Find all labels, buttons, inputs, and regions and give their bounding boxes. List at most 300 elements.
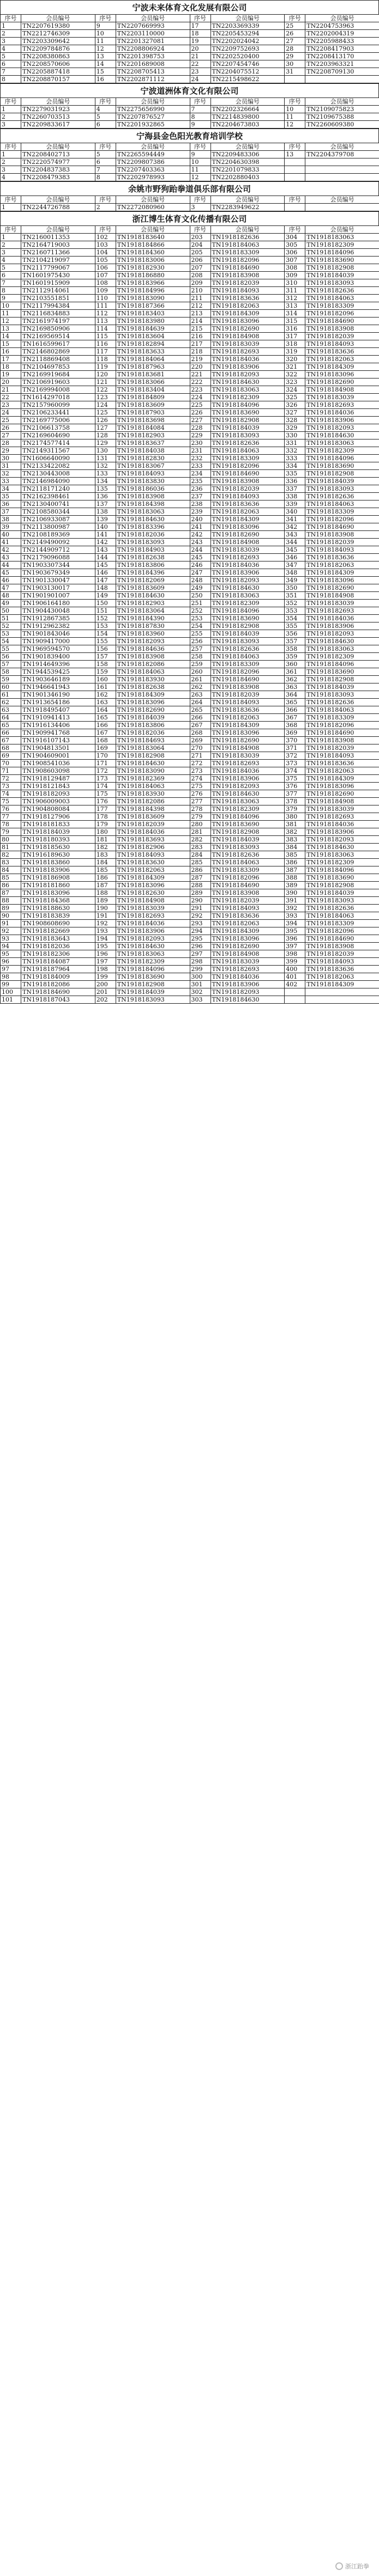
member-number: TN1918183690 [305,462,379,470]
member-number: TN1910941413 [21,714,95,722]
row-index: 273 [190,767,210,775]
row-index: 9 [190,121,210,129]
member-number: TN1918182636 [210,851,285,859]
member-number: TN2272080960 [116,204,190,211]
member-number: TN2203369339 [210,22,285,30]
row-index: 42 [1,546,21,554]
row-index: 172 [95,767,116,775]
table-row [1,287,379,295]
row-index: 326 [285,401,305,409]
row-index: 3 [1,121,21,129]
row-index: 261 [190,676,210,683]
row-index: 142 [95,539,116,546]
member-number: TN2106233441 [21,409,95,417]
row-index: 255 [190,630,210,638]
member-number: TN1918184084 [116,424,190,432]
row-index: 139 [95,516,116,523]
row-index: 372 [285,752,305,760]
table-row [1,561,379,569]
row-index: 206 [190,257,210,264]
member-number: TN2202326664 [210,106,285,113]
member-number: TN1918182096 [210,462,285,470]
member-number: TN2207669993 [116,22,190,30]
member-number: TN1918182693 [116,912,190,920]
member-number: TN1918183063 [305,645,379,653]
row-index: 295 [190,935,210,943]
row-index: 113 [95,318,116,325]
row-index: 248 [190,577,210,584]
member-header: 会员编号 [116,226,190,234]
row-index: 6 [95,121,116,129]
member-number: TN1918183609 [116,813,190,821]
row-index: 94 [1,943,21,950]
table-row [1,744,379,752]
row-index: 313 [285,302,305,310]
member-number: TN1918184036 [210,767,285,775]
row-index: 373 [285,760,305,767]
member-number: TN1918182636 [305,905,379,912]
member-number: TN2113800987 [21,523,95,531]
table-row [1,478,379,485]
row-index: 329 [285,424,305,432]
member-number: TN2202004319 [305,30,379,38]
row-index: 18 [1,363,21,371]
row-index: 32 [1,470,21,478]
member-number: TN1918182693 [305,401,379,409]
table-row [1,920,379,927]
member-number: TN1918183609 [116,401,190,409]
member-number: TN2103551851 [21,295,95,302]
row-index: 134 [95,478,116,485]
member-number: TN1904430048 [21,607,95,615]
row-index: 388 [285,874,305,882]
row-index: 46 [1,577,21,584]
row-index: 92 [1,927,21,935]
row-index: 377 [285,790,305,798]
member-number: TN1918184039 [210,424,285,432]
row-index: 3 [190,204,210,211]
member-number: TN2208417903 [305,45,379,53]
row-index: 9 [1,295,21,302]
row-index: 236 [190,485,210,493]
row-index: 179 [95,821,116,828]
row-index: 13 [285,151,305,158]
watermark-logo-icon [335,2562,343,2570]
row-index: 67 [1,737,21,744]
row-index: 100 [1,988,21,996]
row-index: 12 [190,174,210,181]
member-number: TN1918184630 [305,432,379,439]
member-number: TN1918184690 [305,729,379,737]
row-index: 262 [190,683,210,691]
row-index: 204 [190,241,210,249]
member-number: TN1918182930 [116,264,190,272]
row-index: 99 [1,981,21,988]
member-number: TN1918183908 [116,653,190,661]
row-index: 216 [190,333,210,340]
row-index: 7 [1,279,21,287]
row-index: 44 [1,561,21,569]
member-number: TN2214839800 [210,113,285,121]
table-row [1,752,379,760]
member-number: TN1918183690 [305,874,379,882]
member-number: TN1918184093 [210,493,285,500]
member-number: TN1918183039 [305,600,379,607]
row-index: 26 [285,30,305,38]
row-index: 279 [190,813,210,821]
table-row [1,691,379,699]
table-row [1,516,379,523]
row-index: 17 [190,22,210,30]
row-index: 23 [190,68,210,76]
member-number: TN2169775006 [21,417,95,424]
member-number: TN1616599617 [21,340,95,348]
member-number: TN1918183063 [210,386,285,394]
member-number: TN1918183908 [116,493,190,500]
row-index: 218 [190,348,210,356]
table-row [1,851,379,859]
member-number: TN1918184908 [210,333,285,340]
row-index: 215 [190,325,210,333]
row-index: 213 [190,310,210,318]
row-index: 18 [190,30,210,38]
row-index: 396 [285,935,305,943]
row-index [285,76,305,83]
row-index: 178 [95,813,116,821]
company-section [0,211,379,1004]
member-number: TN2116834883 [21,310,95,318]
row-index: 281 [190,828,210,836]
table-row [1,500,379,508]
row-index: 286 [190,866,210,874]
member-number: TN1918183096 [210,523,285,531]
row-index: 305 [285,241,305,249]
row-index: 62 [1,699,21,706]
member-number: TN1918184630 [210,996,285,1004]
member-number: TN2220574977 [21,158,95,166]
row-index: 282 [190,836,210,844]
table-row [1,439,379,447]
table-row [1,302,379,310]
row-index: 397 [285,943,305,950]
row-index: 21 [190,53,210,60]
row-index: 324 [285,386,305,394]
member-number: TN1918183906 [305,622,379,630]
member-number: TN2202520400 [210,53,285,60]
row-index: 214 [190,318,210,325]
index-header: 序号 [95,143,116,151]
table-row [1,462,379,470]
table-row [1,166,379,174]
member-number: TN1918183906 [116,927,190,935]
member-number: TN1901901007 [21,592,95,600]
table-row [1,279,379,287]
document-page [0,0,379,1004]
member-number: TN2201932865 [116,121,190,129]
row-index: 220 [190,363,210,371]
row-index: 75 [1,798,21,805]
member-number: TN1918184063 [210,241,285,249]
table-row [1,874,379,882]
row-index: 4 [1,174,21,181]
member-number: TN1918184063 [305,295,379,302]
member-number: TN1918182636 [305,287,379,295]
member-number: TN2208709130 [305,68,379,76]
row-index: 3 [1,166,21,174]
member-number [305,174,379,181]
member-number: TN1918183643 [21,935,95,943]
member-number: TN2203110000 [116,30,190,38]
member-number: TN1918184039 [21,828,95,836]
member-number: TN2204630398 [210,158,285,166]
member-number: TN1918183839 [21,912,95,920]
member-number: TN1918184630 [305,638,379,645]
row-index: 88 [1,897,21,905]
row-index: 5 [95,151,116,158]
member-number: TN1614297018 [21,394,95,401]
table-row [1,401,379,409]
row-index: 318 [285,340,305,348]
member-number: TN1918184368 [21,897,95,905]
member-number: TN1918182309 [210,394,285,401]
row-index: 87 [1,889,21,897]
member-number: TN1918184096 [210,813,285,821]
member-number: TN2160011353 [21,234,95,241]
row-index: 30 [285,60,305,68]
table-row [1,958,379,966]
member-number: TN1918182096 [305,927,379,935]
index-header: 序号 [1,98,21,106]
row-index: 124 [95,401,116,409]
member-number: TN1918183908 [210,478,285,485]
member-number: TN1918183930 [116,790,190,798]
row-index: 209 [190,279,210,287]
member-number: TN1918182039 [305,950,379,958]
table-row [1,607,379,615]
row-index: 342 [285,523,305,531]
member-number: TN1918121843 [21,783,95,790]
row-index: 256 [190,638,210,645]
member-number: TN1918184093 [116,851,190,859]
member-number: TN1918184039 [305,889,379,897]
member-number: TN1918182063 [305,356,379,363]
member-number: TN1918184908 [210,744,285,752]
member-number: TN1918183096 [210,318,285,325]
row-index: 174 [95,783,116,790]
table-row [1,272,379,279]
index-header: 序号 [95,15,116,22]
row-index: 370 [285,737,305,744]
row-index: 29 [1,447,21,455]
member-number: TN2208479383 [21,174,95,181]
row-index: 10 [190,158,210,166]
member-number: TN1918182690 [116,706,190,714]
member-number: TN1918188630 [21,905,95,912]
member-number: TN1918184908 [210,950,285,958]
member-number: TN1918183906 [210,775,285,783]
company-title: 浙江博生体育文化传播有限公司 [0,211,379,225]
member-number: TN1903679349 [21,569,95,577]
member-table [0,14,379,83]
row-index: 107 [95,272,116,279]
row-index: 382 [285,828,305,836]
member-number: TN1918183908 [305,943,379,950]
member-number: TN1918183906 [210,981,285,988]
member-number: TN2201079833 [210,166,285,174]
table-row [1,333,379,340]
member-number: TN1918182903 [116,600,190,607]
member-number: TN1918184309 [116,874,190,882]
member-number: TN1918183067 [116,462,190,470]
member-number: TN1918183604 [116,333,190,340]
table-row [1,638,379,645]
table-row [1,295,379,302]
member-number: TN1918184398 [116,500,190,508]
row-index: 365 [285,699,305,706]
member-header: 会员编号 [116,15,190,22]
row-index: 336 [285,478,305,485]
member-number: TN1918182036 [116,729,190,737]
member-number: TN1918182096 [305,722,379,729]
row-index: 85 [1,874,21,882]
table-row [1,706,379,714]
row-index: 401 [285,973,305,981]
member-number: TN1918184908 [305,798,379,805]
member-number: TN2209752693 [210,45,285,53]
row-index: 101 [1,996,21,1004]
member-number: TN1918183063 [305,439,379,447]
table-row [1,531,379,539]
row-index [285,996,305,1004]
row-index [285,988,305,996]
row-index: 186 [95,874,116,882]
table-row [1,866,379,874]
member-number [305,996,379,1004]
member-number: TN1918183039 [210,340,285,348]
member-number: TN1918183063 [116,508,190,516]
row-index: 120 [95,371,116,379]
row-index: 27 [285,38,305,45]
row-index: 35 [1,493,21,500]
index-header: 序号 [190,15,210,22]
table-row [1,973,379,981]
member-number: TN1946641943 [21,683,95,691]
row-index: 346 [285,554,305,561]
row-index: 229 [190,432,210,439]
member-number: TN1918183093 [305,897,379,905]
table-row [1,432,379,439]
member-number: TN1918183309 [210,249,285,257]
row-index: 223 [190,386,210,394]
member-number: TN1918182093 [305,424,379,432]
member-number: TN1918184063 [305,500,379,508]
member-number: TN1918182036 [116,531,190,539]
row-index: 83 [1,859,21,866]
member-number: TN2118869408 [21,356,95,363]
row-index: 116 [95,340,116,348]
table-row [1,645,379,653]
row-index: 112 [95,310,116,318]
row-index: 9 [95,22,116,30]
row-index: 63 [1,706,21,714]
row-index: 189 [95,897,116,905]
row-index: 96 [1,958,21,966]
member-number: TN1918184093 [305,958,379,966]
member-number: TN1918184093 [210,905,285,912]
row-index: 7 [1,68,21,76]
member-number: TN1918129487 [21,775,95,783]
row-index: 158 [95,661,116,668]
row-index: 304 [285,234,305,241]
member-number: TN1918183908 [210,683,285,691]
member-number: TN1918183006 [116,257,190,264]
row-index: 161 [95,683,116,691]
table-row [1,668,379,676]
row-index: 337 [285,485,305,493]
row-index: 361 [285,668,305,676]
table-row [1,988,379,996]
row-index: 383 [285,836,305,844]
company-section [0,181,379,211]
member-number: TN1918182369 [116,775,190,783]
table-row [1,310,379,318]
row-index: 3 [1,38,21,45]
index-header: 序号 [95,196,116,204]
row-index: 182 [95,844,116,851]
row-index: 132 [95,462,116,470]
member-number: TN2164719003 [21,241,95,249]
row-index: 299 [190,966,210,973]
member-number: TN1918182036 [21,943,95,950]
index-header: 序号 [285,143,305,151]
row-index: 135 [95,485,116,493]
row-index: 351 [285,592,305,600]
member-number: TN2106919603 [21,379,95,386]
row-index: 366 [285,706,305,714]
row-index: 57 [1,661,21,668]
row-index: 308 [285,264,305,272]
member-number: TN1918183403 [116,310,190,318]
row-index: 54 [1,638,21,645]
row-index: 114 [95,325,116,333]
row-index: 1 [1,106,21,113]
member-number: TN1918183966 [116,279,190,287]
table-row [1,950,379,958]
member-number: TN1918184063 [210,447,285,455]
row-index: 400 [285,966,305,973]
row-index: 65 [1,722,21,729]
member-number: TN1601915909 [21,279,95,287]
row-index: 368 [285,722,305,729]
member-number: TN1918184908 [116,897,190,905]
row-index: 43 [1,554,21,561]
member-number: TN1918182039 [305,333,379,340]
member-number: TN1918183404 [116,386,190,394]
table-row [1,38,379,45]
member-header: 会员编号 [210,98,285,106]
row-index: 197 [95,958,116,966]
member-number: TN2201689008 [116,60,190,68]
member-number: TN1918182039 [210,485,285,493]
member-number: TN2202024042 [210,38,285,45]
row-index: 145 [95,561,116,569]
member-number: TN1918184087 [21,958,95,966]
member-number: TN1918182636 [210,439,285,447]
row-index: 24 [1,409,21,417]
row-index: 386 [285,859,305,866]
table-row [1,151,379,158]
row-index: 73 [1,783,21,790]
